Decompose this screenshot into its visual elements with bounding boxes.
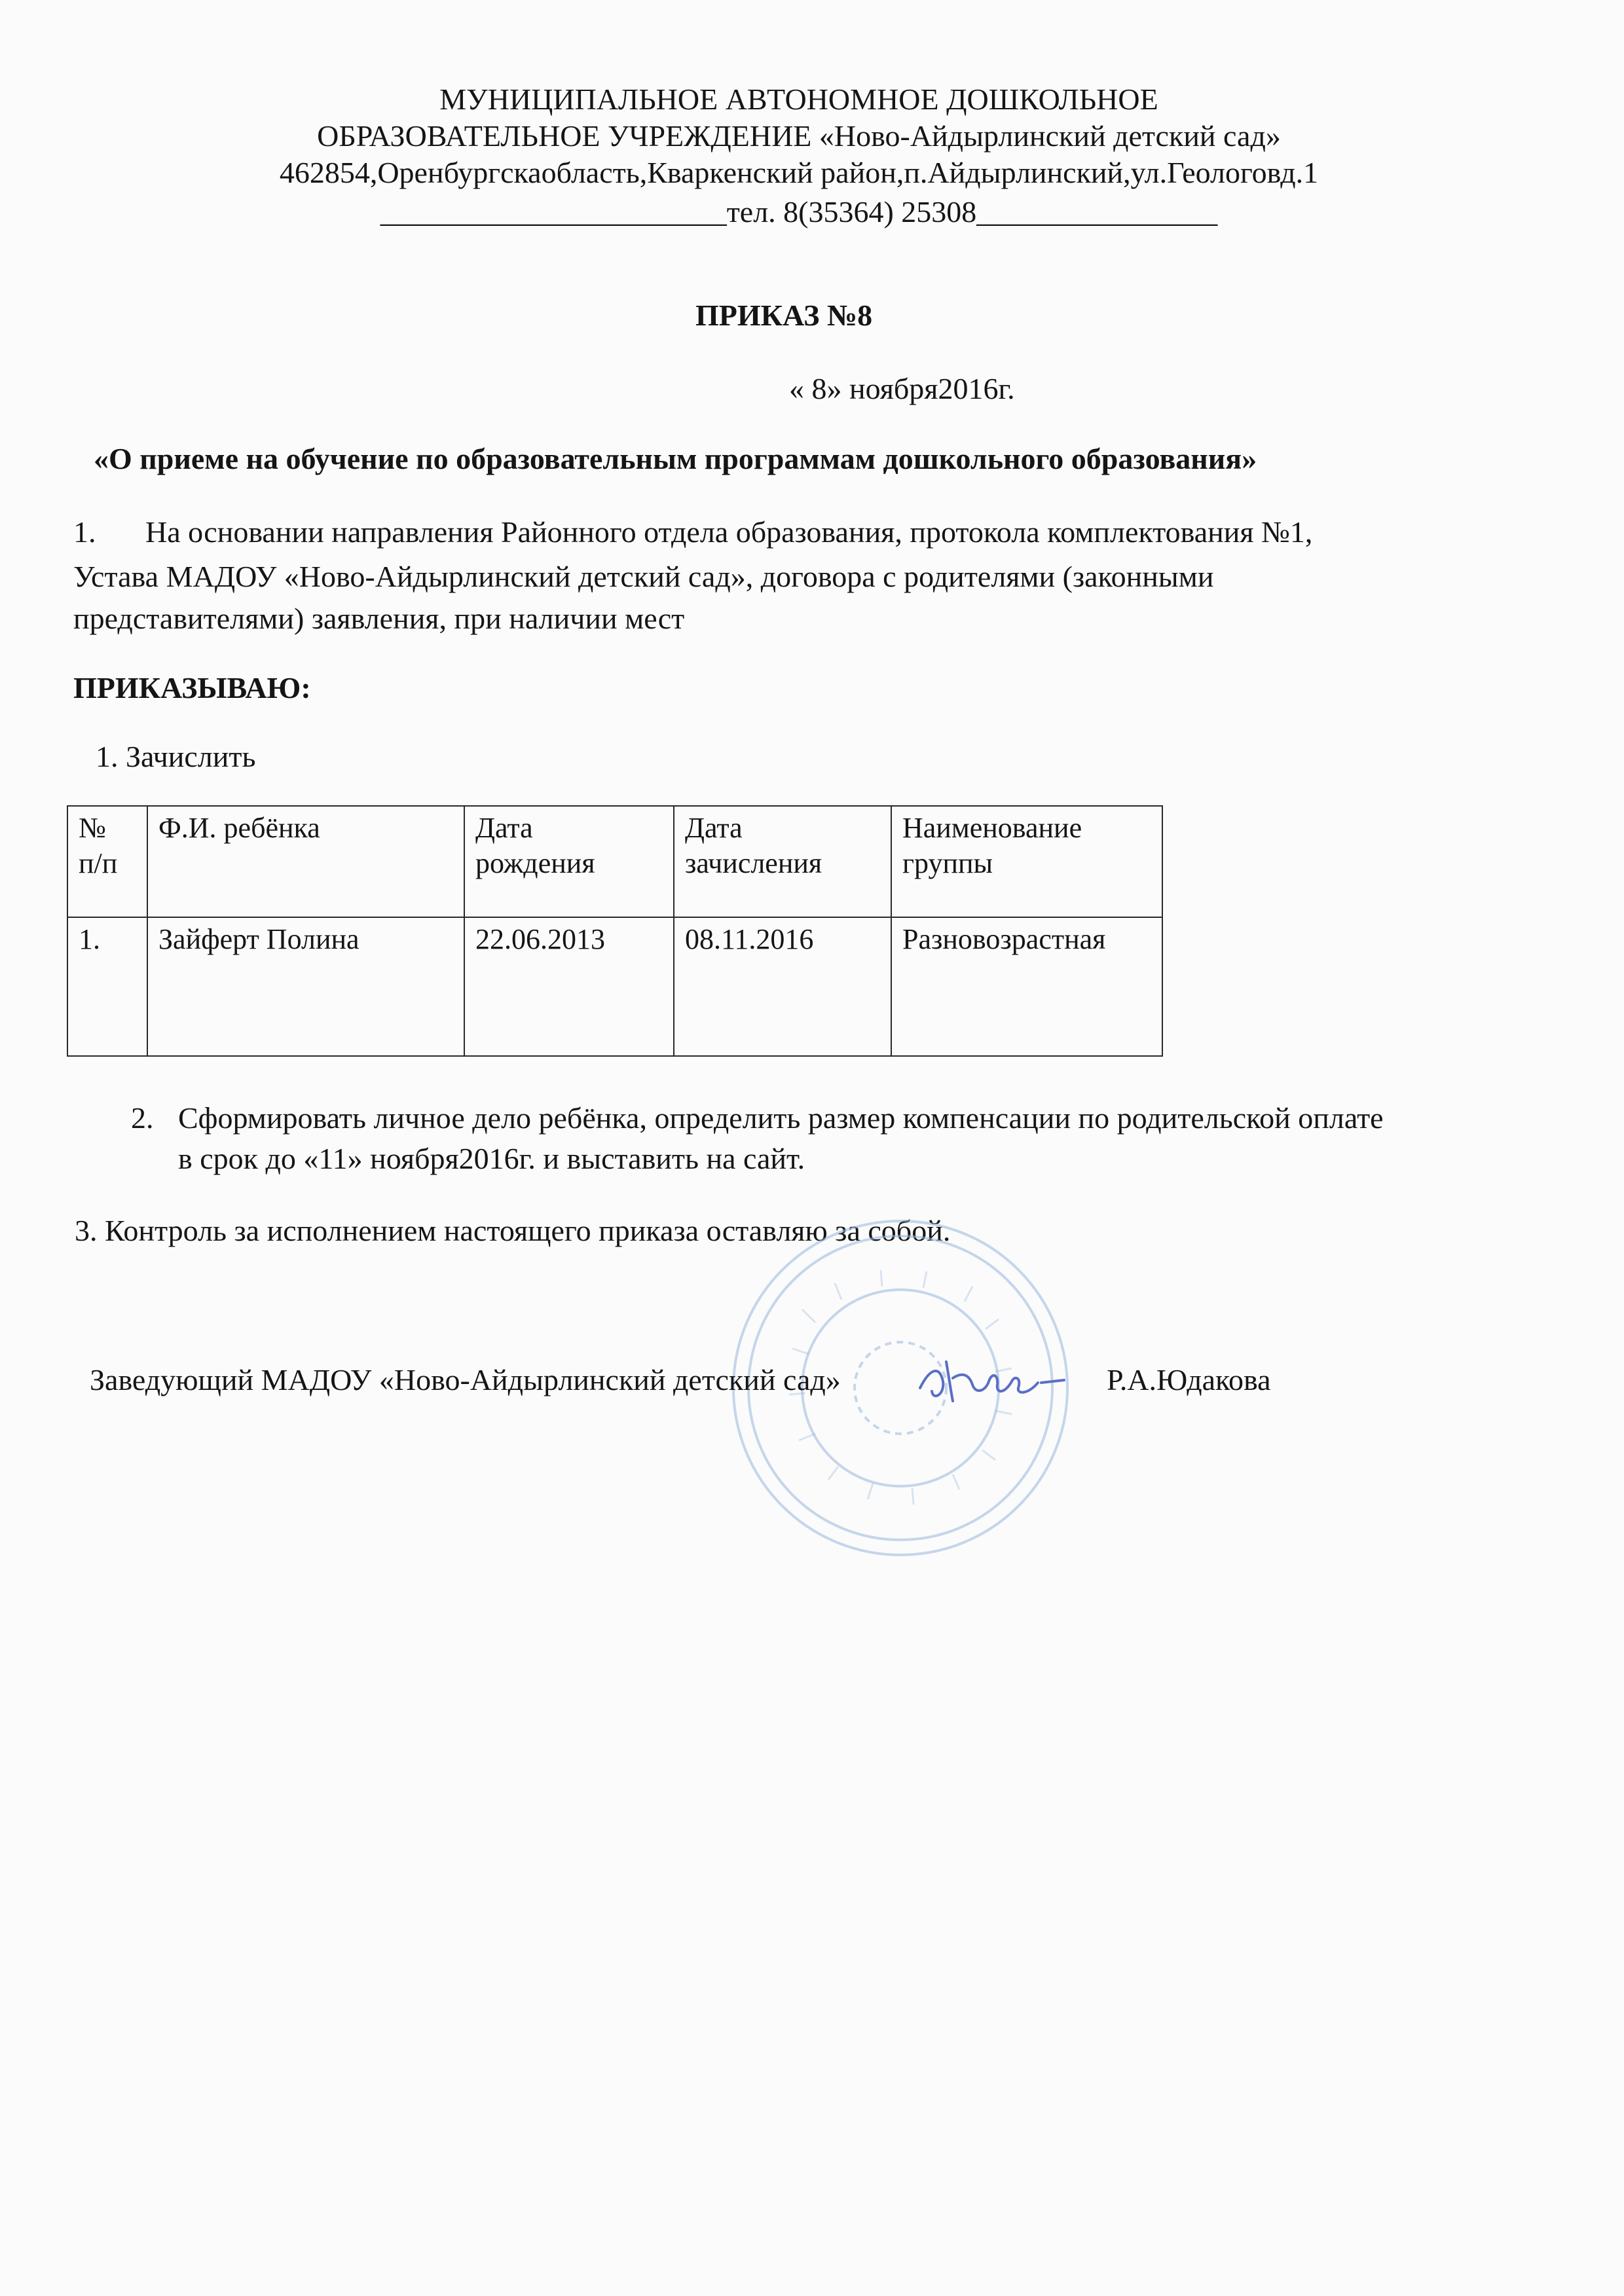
- cell-enrollment-date: 08.11.2016: [674, 917, 891, 1056]
- header-address: 462854,Оренбургскаобласть,Кваркенский район,п.Айдырлинский,ул.Геологовд.1: [279, 156, 1319, 189]
- table-header-row: [67, 806, 1162, 917]
- signatory-position: Заведующий МАДОУ «Ново-Айдырлинский детский сад»: [90, 1363, 841, 1396]
- cell-group: Разновозрастная: [891, 917, 1162, 1056]
- order-title: ПРИКАЗ №8: [695, 299, 873, 332]
- command-heading: ПРИКАЗЫВАЮ:: [73, 671, 311, 704]
- item-2-line-1: Сформировать личное дело ребёнка, определить размер компенсации по родительской оплате: [178, 1101, 1384, 1135]
- basis-line-3: представителями) заявления, при наличии мест: [73, 602, 685, 635]
- item-2-number: 2.: [131, 1101, 154, 1135]
- cell-number: 1.: [67, 917, 147, 1056]
- header-cell-enrollment-date: Дата зачисления: [674, 806, 891, 917]
- header-phone: _______________________тел. 8(35364) 25308________________: [380, 195, 1218, 228]
- item-2-line-2: в срок до «11» ноября2016г. и выставить на сайт.: [178, 1142, 805, 1175]
- header-cell-child-name: Ф.И. ребёнка: [147, 806, 464, 917]
- header-line-2: ОБРАЗОВАТЕЛЬНОЕ УЧРЕЖДЕНИЕ «Ново-Айдырлинский детский сад»: [317, 119, 1281, 153]
- handwritten-signature: [913, 1342, 1071, 1414]
- signatory-name: Р.А.Юдакова: [1107, 1363, 1271, 1396]
- header-cell-number: № п/п: [67, 806, 147, 917]
- basis-line-1: На основании направления Районного отдела образования, протокола комплектования №1,: [145, 515, 1313, 549]
- header-cell-group: Наименование группы: [891, 806, 1162, 917]
- cell-birth-date: 22.06.2013: [464, 917, 674, 1056]
- basis-line-2: Устава МАДОУ «Ново-Айдырлинский детский сад», договора с родителями (законными: [73, 560, 1214, 593]
- header-cell-birth-date: Дата рождения: [464, 806, 674, 917]
- basis-number: 1.: [73, 515, 96, 549]
- order-subject: «О приеме на обучение по образовательным программам дошкольного образования»: [94, 442, 1257, 475]
- order-date: « 8» ноября2016г.: [789, 372, 1015, 405]
- header-line-1: МУНИЦИПАЛЬНОЕ АВТОНОМНОЕ ДОШКОЛЬНОЕ: [439, 82, 1158, 116]
- enrollment-table: [67, 805, 1163, 1057]
- item-3: 3. Контроль за исполнением настоящего приказа оставляю за собой.: [75, 1214, 951, 1247]
- table-row: [67, 917, 1162, 1056]
- item-1: 1. Зачислить: [96, 740, 256, 773]
- cell-child-name: Зайферт Полина: [147, 917, 464, 1056]
